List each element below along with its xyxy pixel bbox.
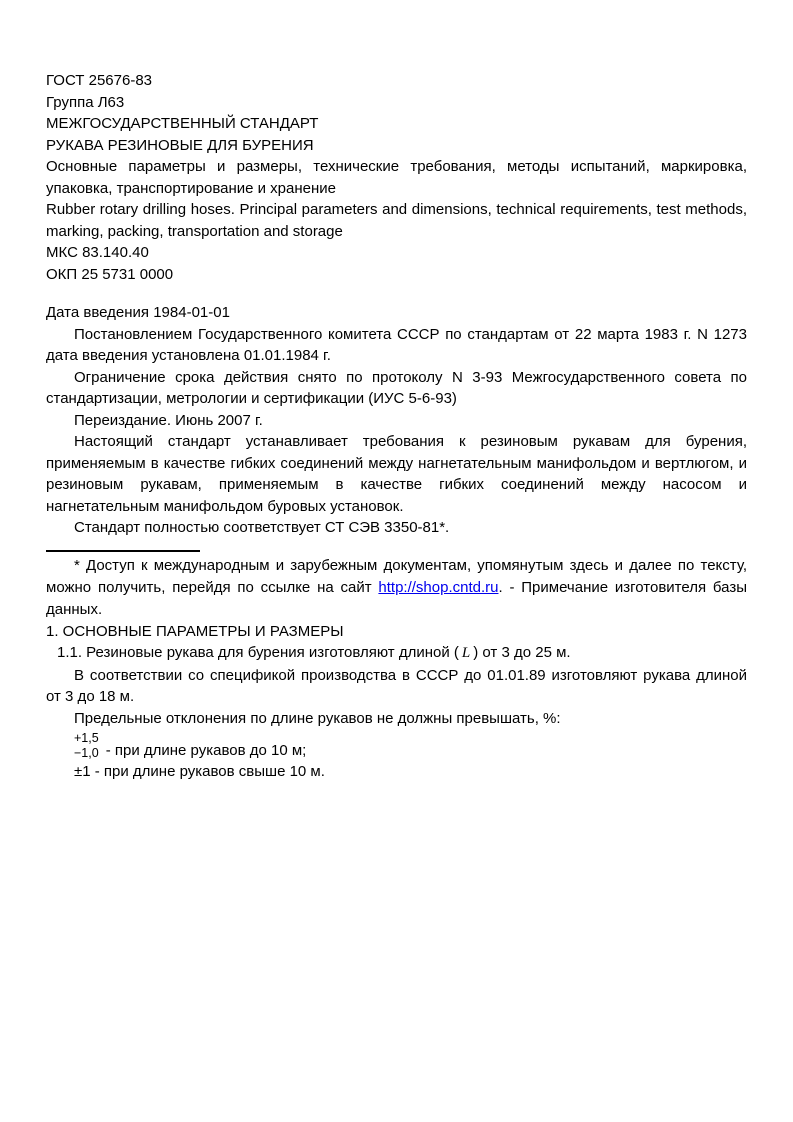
doc-group: Группа Л63 <box>46 93 125 111</box>
tolerance-intro: Предельные отклонения по длине рукавов не должны превышать, %: <box>74 709 561 727</box>
paragraph-reissue: Переиздание. Июнь 2007 г. <box>74 411 263 429</box>
classification-codes <box>46 242 747 285</box>
length-symbol: L <box>461 645 471 661</box>
section-1-heading: 1. ОСНОВНЫЕ ПАРАМЕТРЫ И РАЗМЕРЫ <box>46 622 344 640</box>
paragraph-scope: Настоящий стандарт устанавливает требования к резиновым рукавам для бурения, применяемым в качестве гибких соединений между нагнетательным манифольдом и вертлюгом, и резиновым рукавам, применяемым в качестве гибких соединений между насосом и нагнетательным манифольдом буровых установок. <box>46 433 747 515</box>
clause-ussr-production: В соответствии со спецификой производства в СССР до 01.01.89 изготовляют рукава длиной от 3 до 18 м. <box>46 666 747 705</box>
okp-code: ОКП 25 5731 0000 <box>46 265 174 283</box>
clause-1-1-text-before: 1.1. Резиновые рукава для бурения изготовляют длиной ( <box>57 644 459 661</box>
tolerance-lower-value: −1,0 <box>74 746 99 760</box>
clause-1-1-text-after: ) от 3 до 25 м. <box>473 644 571 661</box>
subtitle-english: Rubber rotary drilling hoses. Principal parameters and dimensions, technical requirements, test methods, marking, packing, transportation and storage <box>46 201 747 240</box>
tolerance-rule-1 <box>74 729 747 761</box>
footnote-text-before: * Доступ к международным и зарубежным документам, упомянутым здесь и далее по тексту, можно получить, перейдя по ссылке на сайт <box>46 556 747 596</box>
footnote-divider <box>46 550 200 552</box>
subtitle-russian: Основные параметры и размеры, технические требования, методы испытаний, маркировка, упаковка, транспортирование и хранение <box>46 158 747 197</box>
paragraph-sev-compliance: Стандарт полностью соответствует СТ СЭВ 3350-81*. <box>74 519 450 536</box>
footnote <box>46 555 747 621</box>
tolerance-stack <box>74 731 99 761</box>
tolerance-upper-value: +1,5 <box>74 731 99 745</box>
tolerance-rule-1-text: - при длине рукавов до 10 м; <box>105 741 307 759</box>
effective-date: Дата введения 1984-01-01 <box>46 304 230 321</box>
standard-type: МЕЖГОСУДАРСТВЕННЫЙ СТАНДАРТ <box>46 115 319 132</box>
footnote-text-after: . - Примечание изготовителя базы данных. <box>46 578 747 618</box>
paragraph-validity: Ограничение срока действия снято по протоколу N 3-93 Межгосударственного совета по стандартизации, метрологии и сертификации (ИУС 5-6-93) <box>46 368 747 407</box>
paragraph-decree: Постановлением Государственного комитета СССР по стандартам от 22 марта 1983 г. N 1273 дата введения установлена 01.01.1984 г. <box>46 325 747 364</box>
preamble <box>46 324 747 539</box>
shop-cntd-link[interactable]: http://shop.cntd.ru <box>378 578 499 596</box>
tolerance-rule-2: ±1 - при длине рукавов свыше 10 м. <box>74 763 325 780</box>
clause-1-1 <box>46 642 747 665</box>
doc-number: ГОСТ 25676-83 <box>46 72 153 89</box>
doc-title: РУКАВА РЕЗИНОВЫЕ ДЛЯ БУРЕНИЯ <box>46 136 314 154</box>
mks-code: МКС 83.140.40 <box>46 244 149 261</box>
